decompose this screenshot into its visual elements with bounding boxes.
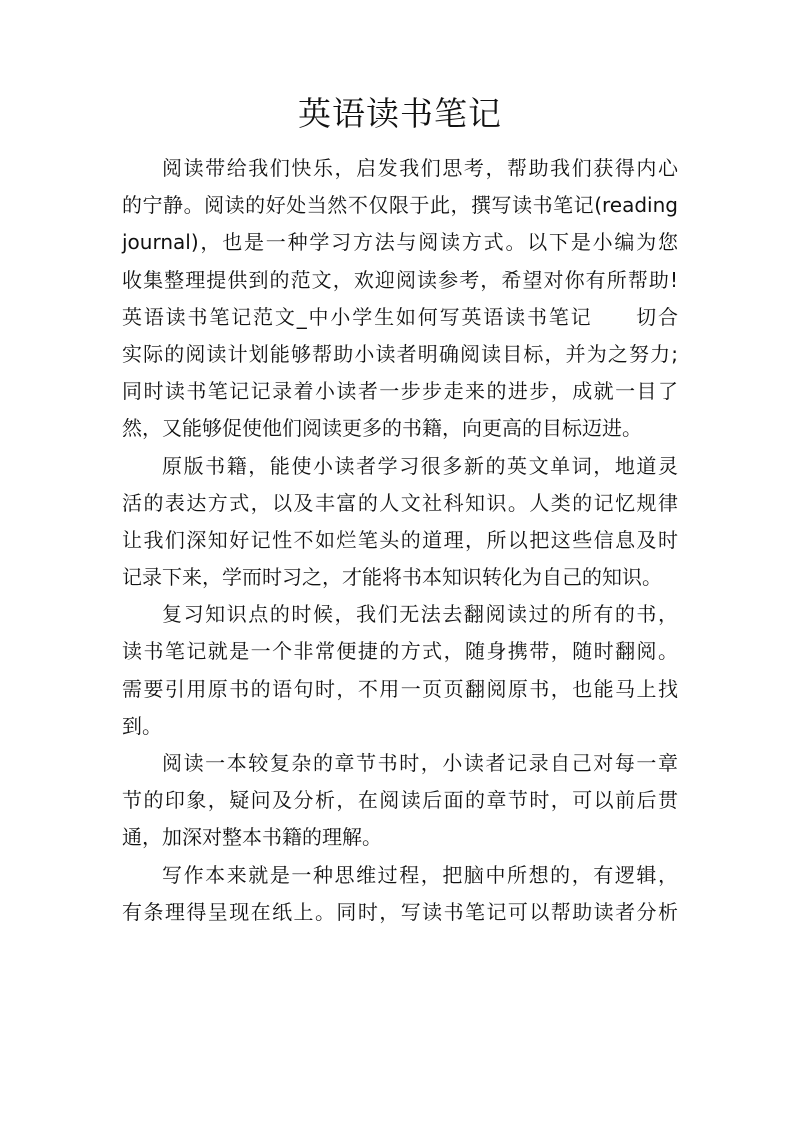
text-line: 收集整理提供到的范文，欢迎阅读参考，希望对你有所帮助! — [122, 267, 678, 292]
text-line: 复习知识点的时候，我们无法去翻阅读过的所有的书， — [162, 602, 678, 627]
text-line: 让我们深知好记性不如烂笔头的道理，所以把这些信息及时 — [122, 527, 678, 552]
document-title: 英语读书笔记 — [298, 94, 502, 133]
text-line: 需要引用原书的语句时，不用一页页翻阅原书，也能马上找 — [122, 676, 678, 701]
text-line: 写作本来就是一种思维过程，把脑中所想的，有逻辑， — [162, 862, 678, 887]
text-line: 阅读带给我们快乐，启发我们思考，帮助我们获得内心 — [162, 156, 678, 180]
text-line: 读书笔记就是一个非常便捷的方式，随身携带，随时翻阅。 — [122, 639, 678, 664]
text-line: 实际的阅读计划能够帮助小读者明确阅读目标，并为之努力; — [122, 341, 678, 366]
text-line: 原版书籍，能使小读者学习很多新的英文单词，地道灵 — [162, 453, 678, 478]
text-line: 的宁静。阅读的好处当然不仅限于此，撰写读书笔记(reading — [122, 193, 678, 218]
text-line: 通，加深对整本书籍的理解。 — [122, 825, 382, 850]
text-line: 阅读一本较复杂的章节书时，小读者记录自己对每一章 — [162, 751, 678, 775]
text-line: 同时读书笔记记录着小读者一步步走来的进步，成就一目了 — [122, 379, 678, 404]
text-line: 英语读书笔记范文_中小学生如何写英语读书笔记 切合 — [122, 304, 678, 329]
text-line: 记录下来，学而时习之，才能将书本知识转化为自己的知识。 — [122, 565, 662, 590]
text-line: 有条理得呈现在纸上。同时，写读书笔记可以帮助读者分析 — [122, 899, 678, 924]
text-line: 活的表达方式，以及丰富的人文社科知识。人类的记忆规律 — [122, 490, 678, 515]
document-body — [122, 150, 678, 931]
text-line: 节的印象，疑问及分析，在阅读后面的章节时，可以前后贯 — [122, 788, 678, 813]
text-line: 到。 — [122, 713, 162, 738]
text-line: journal)，也是一种学习方法与阅读方式。以下是小编为您 — [122, 230, 678, 255]
text-line: 然，又能够促使他们阅读更多的书籍，向更高的目标迈进。 — [122, 416, 642, 441]
